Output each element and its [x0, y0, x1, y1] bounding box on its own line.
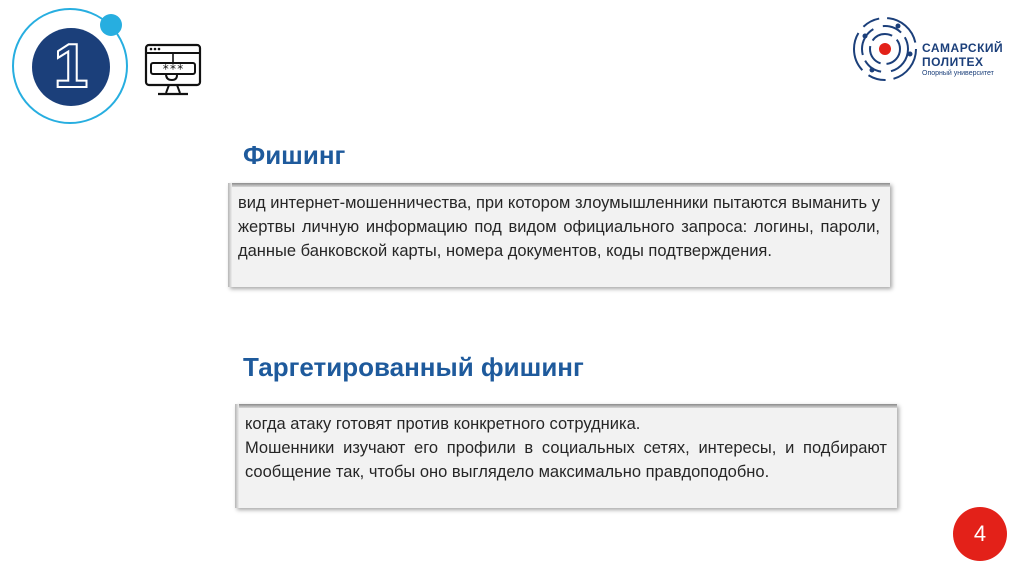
targeted-phishing-line1: когда атаку готовят против конкретного сотрудника.	[245, 415, 641, 433]
logo-name-line2: ПОЛИТЕХ	[922, 55, 984, 69]
badge-accent-dot	[100, 14, 122, 36]
phishing-hook-icon	[144, 42, 202, 98]
phishing-definition-card	[228, 183, 890, 287]
page-number-badge	[953, 507, 1007, 561]
targeted-phishing-card	[235, 404, 897, 508]
svg-text:***: ***	[162, 62, 184, 76]
section-title-targeted-phishing: Таргетированный фишинг	[243, 352, 584, 382]
section-number: 1	[53, 32, 89, 101]
logo-name-line1: САМАРСКИЙ	[922, 41, 1004, 55]
section-number-badge	[32, 28, 110, 106]
phishing-definition-text: вид интернет-мошенничества, при котором злоумышленники пытаются выманить у жертвы личную информацию под видом официального запроса: логины, пароли, данные банковской карты, номера документов, коды подтверждения.	[238, 194, 880, 260]
logo-tagline: Опорный университет	[922, 70, 994, 77]
targeted-phishing-line2: Мошенники изучают его профили в социальных сетях, интересы, и подбирают сообщение так, чтобы оно выглядело максимально правдоподобно.	[245, 439, 887, 481]
university-logo	[850, 14, 1018, 84]
section-title-phishing: Фишинг	[243, 140, 346, 170]
page-number: 4	[973, 521, 987, 546]
logo-emblem-icon	[850, 14, 920, 84]
